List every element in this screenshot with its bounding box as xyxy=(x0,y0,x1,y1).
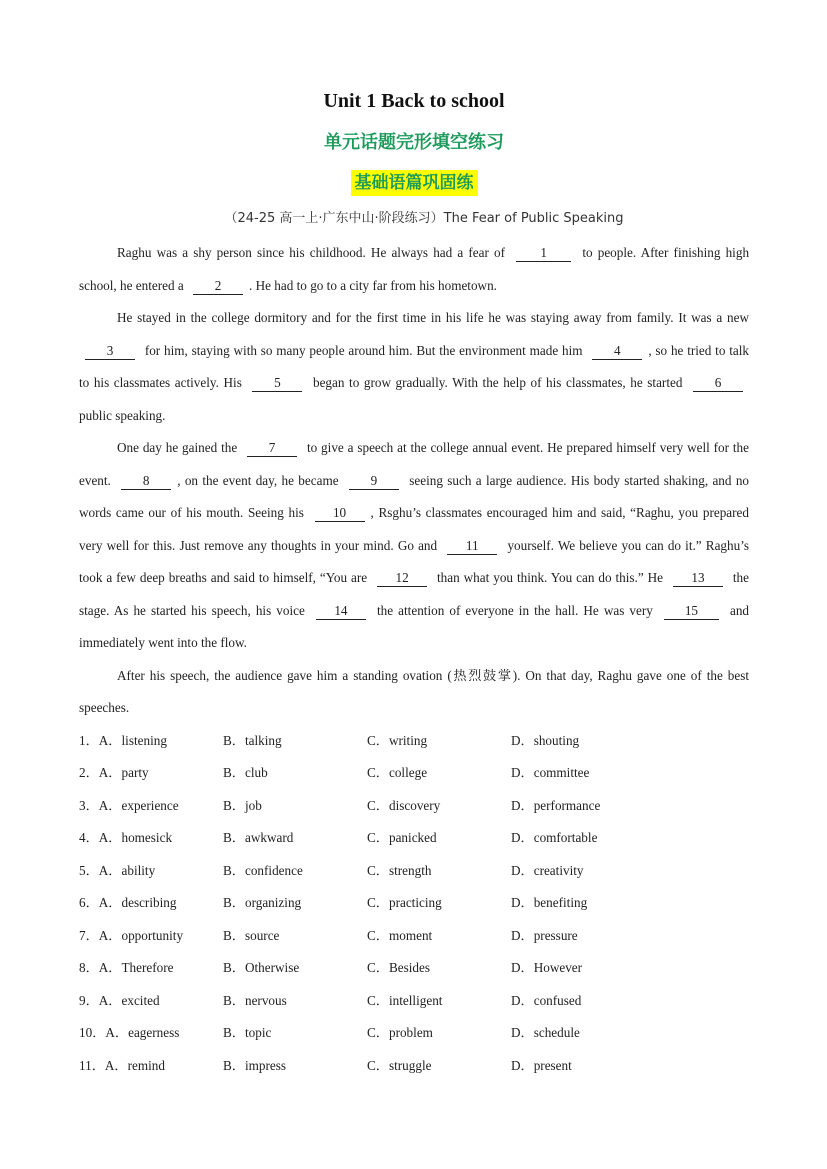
option-c: C．practicing xyxy=(367,895,442,910)
blank-12: 12 xyxy=(377,570,427,587)
option-a: 7．A．opportunity xyxy=(79,927,184,943)
option-a: 11．A．remind xyxy=(79,1057,165,1073)
blank-10: 10 xyxy=(315,505,365,522)
passage-text: . He had to go to a city far from his hometown. xyxy=(249,277,497,293)
option-c: C．problem xyxy=(367,1025,433,1040)
option-row xyxy=(79,822,749,855)
blank-6: 6 xyxy=(693,375,743,392)
option-b: B．confidence xyxy=(223,862,303,878)
passage-text: yourself. We believe you can do it.” Raghu’s took a few deep breaths and said to himself, “You are xyxy=(79,537,750,585)
option-row xyxy=(79,1017,749,1050)
option-b: B．awkward xyxy=(223,830,294,845)
option-b: B．job xyxy=(223,797,262,813)
passage-text: One day he gained the xyxy=(117,440,238,455)
passage-text: began to grow gradually. With the help of his classmates, he started xyxy=(312,375,683,390)
blank-8: 8 xyxy=(121,473,171,490)
option-a: 3．A．experience xyxy=(79,797,179,813)
option-a: 10．A．eagerness xyxy=(79,1025,180,1040)
passage-text: public speaking. xyxy=(79,407,166,423)
passage-text: seeing such a large audience. His body started shaking, and no words came our of his mouth. Seeing his xyxy=(79,472,750,520)
option-b: B．topic xyxy=(223,1025,272,1040)
option-d: D．present xyxy=(511,1057,572,1073)
option-row xyxy=(79,887,749,920)
option-row xyxy=(79,855,749,888)
option-d: D．shouting xyxy=(511,732,580,748)
passage-text: than what you think. You can do this.” He xyxy=(437,570,663,585)
option-c: C．discovery xyxy=(367,797,441,813)
passage-text: to give a speech at the college annual event. He prepared himself very well for the event. xyxy=(79,440,750,488)
option-row xyxy=(79,952,749,985)
option-c: C．writing xyxy=(367,732,428,748)
blank-15: 15 xyxy=(664,603,719,620)
paragraph-4: After his speech, the audience gave him a standing ovation (热烈鼓掌). On that day, Raghu gave one of the best speeches. xyxy=(79,667,749,715)
passage-text: the attention of everyone in the hall. He was very xyxy=(376,602,653,618)
option-a: 6．A．describing xyxy=(79,895,177,910)
passage-text: for him, staying with so many people around him. But the environment made him xyxy=(144,342,583,358)
option-b: B．talking xyxy=(223,732,282,748)
option-row xyxy=(79,757,749,790)
option-a: 2．A．party xyxy=(79,765,149,780)
section-heading: 基础语篇巩固练 xyxy=(351,170,478,196)
option-d: D．committee xyxy=(511,765,590,780)
option-a: 5．A．ability xyxy=(79,862,156,878)
option-b: B．nervous xyxy=(223,992,287,1008)
option-row xyxy=(79,790,749,823)
blank-14: 14 xyxy=(316,603,366,620)
option-c: C．Besides xyxy=(367,960,431,975)
blank-5: 5 xyxy=(252,375,302,392)
blank-1: 1 xyxy=(516,245,571,262)
option-b: B．impress xyxy=(223,1057,287,1073)
passage-text: , on the event day, he became xyxy=(177,472,339,488)
passage-text: to people. After finishing high school, he entered a xyxy=(79,245,750,293)
document-page xyxy=(79,86,749,1082)
option-c: C．intelligent xyxy=(367,992,443,1008)
passage-text: He stayed in the college dormitory and for the first time in his life he was staying away from family. It was a new xyxy=(117,310,749,325)
blank-9: 9 xyxy=(349,473,399,490)
option-a: 4．A．homesick xyxy=(79,830,173,845)
option-d: D．comfortable xyxy=(511,830,598,845)
option-d: D．performance xyxy=(511,797,601,813)
option-b: B．Otherwise xyxy=(223,960,300,975)
passage-text: and immediately went into the flow. xyxy=(79,602,750,650)
passage-text: Raghu was a shy person since his childhood. He always had a fear of xyxy=(117,245,506,260)
option-a: 1．A．listening xyxy=(79,732,167,748)
option-c: C．struggle xyxy=(367,1057,432,1073)
passage-text: the stage. As he started his speech, his voice xyxy=(79,570,749,618)
passage-text: , Rsghu’s classmates encouraged him and said, “Raghu, you prepared very well for this. Just remove any thoughts in your mind. Go and xyxy=(79,505,749,553)
option-d: D．confused xyxy=(511,992,582,1008)
option-c: C．strength xyxy=(367,862,432,878)
option-row xyxy=(79,920,749,953)
option-d: D．However xyxy=(511,960,583,975)
blank-4: 4 xyxy=(592,343,642,360)
blank-13: 13 xyxy=(673,570,723,587)
passage-source: （24-25 高一上·广东中山·阶段练习）The Fear of Public Speaking xyxy=(224,211,624,226)
option-b: B．club xyxy=(223,765,268,780)
option-c: C．moment xyxy=(367,927,433,943)
answer-options xyxy=(79,725,749,1083)
option-row xyxy=(79,985,749,1018)
blank-11: 11 xyxy=(447,538,497,555)
passage-text: , so he tried to talk to his classmates actively. His xyxy=(79,342,750,390)
option-d: D．schedule xyxy=(511,1025,580,1040)
option-a: 9．A．excited xyxy=(79,992,160,1008)
option-c: C．panicked xyxy=(367,830,437,845)
option-row xyxy=(79,725,749,758)
blank-3: 3 xyxy=(85,343,135,360)
exercise-subtitle: 单元话题完形填空练习 xyxy=(324,132,504,153)
option-row xyxy=(79,1050,749,1083)
paragraph-2 xyxy=(79,302,749,432)
option-d: D．creativity xyxy=(511,862,584,878)
option-c: C．college xyxy=(367,765,428,780)
paragraph-1 xyxy=(79,237,749,302)
option-a: 8．A．Therefore xyxy=(79,960,174,975)
section-heading-wrap xyxy=(79,170,749,198)
unit-title: Unit 1 Back to school xyxy=(323,90,505,112)
option-d: D．pressure xyxy=(511,927,578,943)
option-b: B．organizing xyxy=(223,895,302,910)
paragraph-3 xyxy=(79,432,749,660)
blank-2: 2 xyxy=(193,278,243,295)
option-d: D．benefiting xyxy=(511,895,588,910)
blank-7: 7 xyxy=(247,440,297,457)
option-b: B．source xyxy=(223,927,280,943)
